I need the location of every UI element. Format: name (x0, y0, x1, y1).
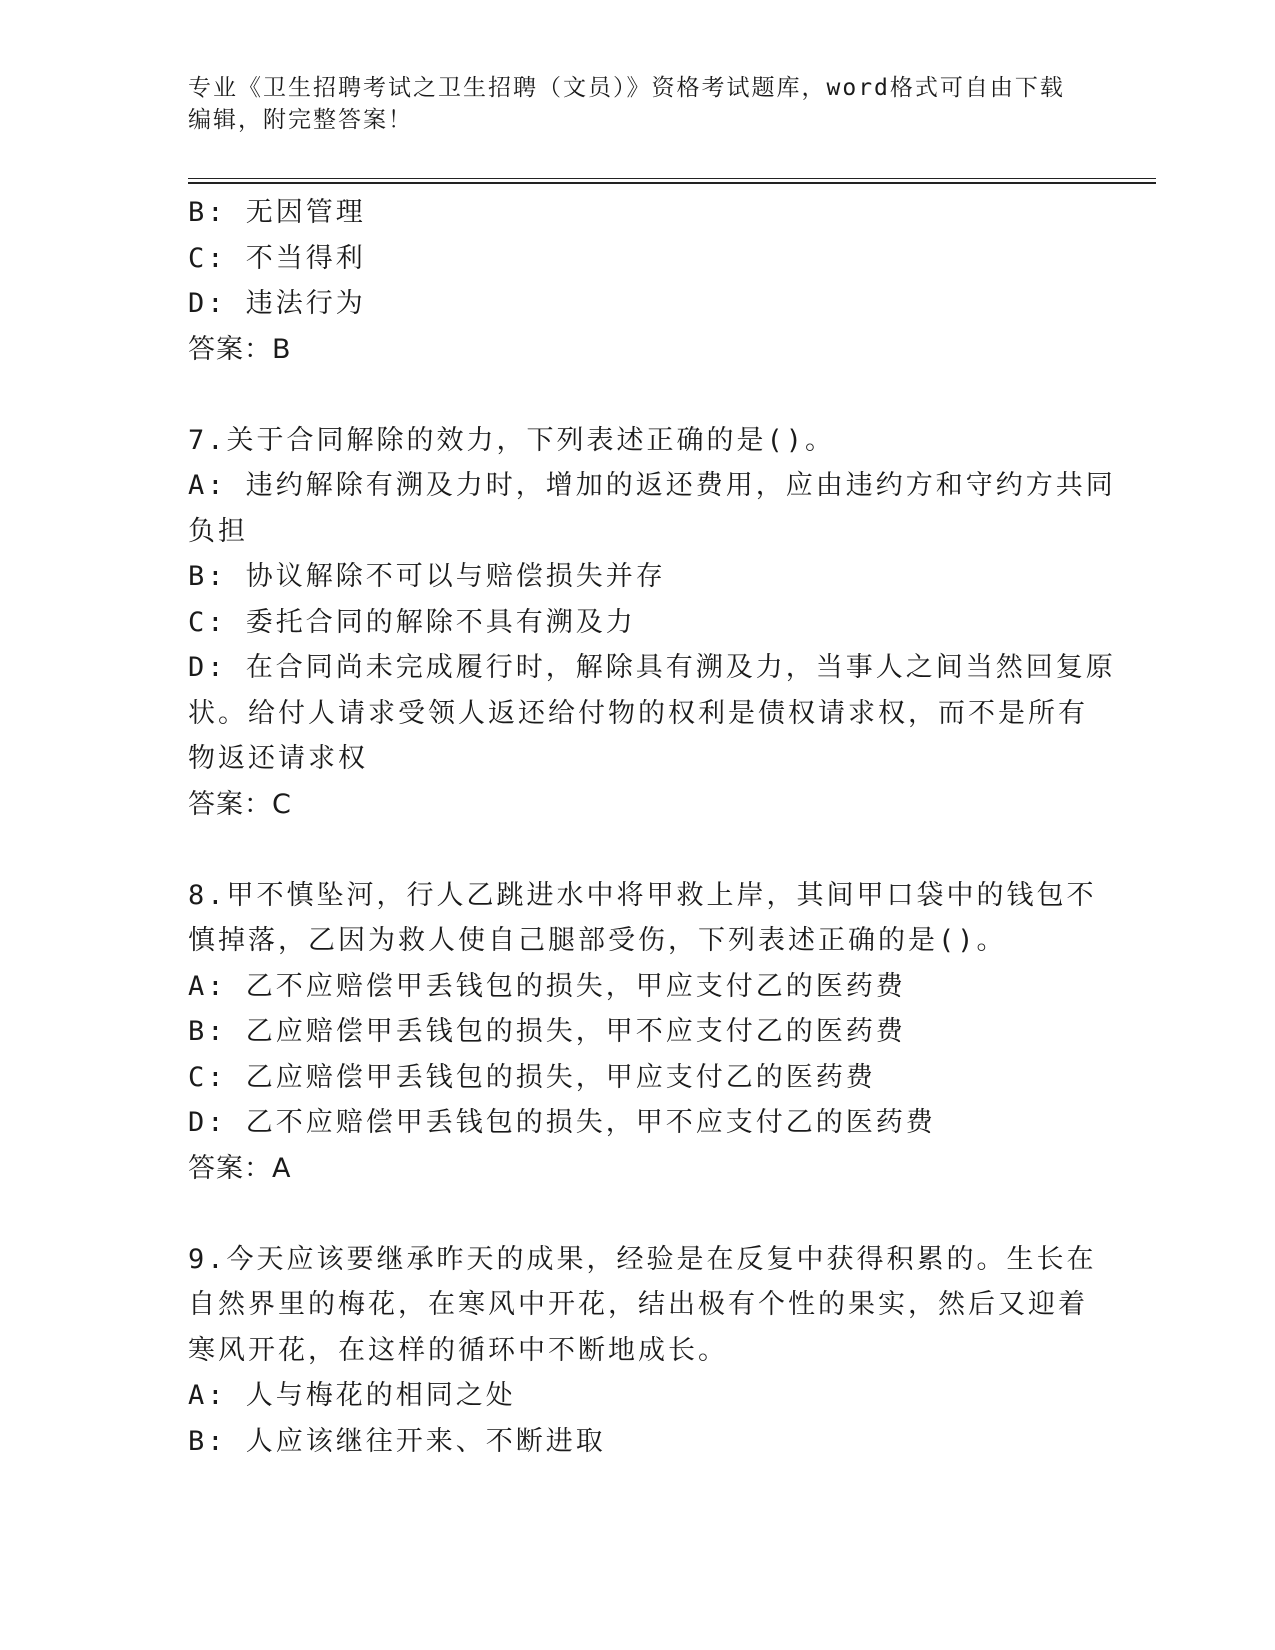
question-7-answer: 答案：C (188, 788, 292, 820)
spacer (188, 1191, 1088, 1237)
spacer (188, 827, 1088, 873)
question-7-option-a-cont: 负担 (188, 515, 248, 547)
question-7-stem: 7.关于合同解除的效力，下列表述正确的是()。 (188, 424, 836, 456)
question-9-option-b: B: 人应该继往开来、不断进取 (188, 1425, 606, 1457)
header-line-1: 专业《卫生招聘考试之卫生招聘（文员）》资格考试题库，word格式可自由下载 (188, 75, 1065, 101)
header-divider-thin (188, 178, 1156, 179)
question-8-option-b: B: 乙应赔偿甲丢钱包的损失，甲不应支付乙的医药费 (188, 1016, 906, 1047)
question-6-option-d: D: 违法行为 (188, 288, 366, 319)
question-8-option-d: D: 乙不应赔偿甲丢钱包的损失，甲不应支付乙的医药费 (188, 1107, 936, 1138)
question-8-option-c: C: 乙应赔偿甲丢钱包的损失，甲应支付乙的医药费 (188, 1061, 876, 1093)
question-8-block (188, 873, 1097, 1192)
question-9-option-a: A: 人与梅花的相同之处 (188, 1380, 516, 1411)
question-6-block (188, 190, 1088, 372)
question-6-answer: 答案：B (188, 333, 292, 365)
question-9-stem-cont: 自然界里的梅花，在寒风中开花，结出极有个性的果实，然后又迎着 (188, 1289, 1088, 1320)
question-list (188, 190, 1116, 1464)
question-6-option-b: B: 无因管理 (188, 197, 366, 228)
question-8-answer: 答案：A (188, 1152, 292, 1184)
question-9-stem: 9.今天应该要继承昨天的成果，经验是在反复中获得积累的。生长在 (188, 1243, 1097, 1275)
question-7-block (188, 418, 1116, 828)
question-6-option-c: C: 不当得利 (188, 242, 366, 274)
question-7-option-b: B: 协议解除不可以与赔偿损失并存 (188, 561, 666, 592)
question-8-stem-cont: 慎掉落，乙因为救人使自己腿部受伤，下列表述正确的是()。 (188, 925, 1007, 956)
document-header (188, 72, 1068, 136)
header-divider-thick (188, 182, 1156, 184)
question-8-option-a: A: 乙不应赔偿甲丢钱包的损失，甲应支付乙的医药费 (188, 970, 906, 1002)
question-9-stem-cont: 寒风开花，在这样的循环中不断地成长。 (188, 1334, 728, 1366)
question-7-option-d-cont: 物返还请求权 (188, 743, 368, 774)
question-7-option-a: A: 违约解除有溯及力时，增加的返还费用，应由违约方和守约方共同 (188, 470, 1116, 501)
question-7-option-c: C: 委托合同的解除不具有溯及力 (188, 606, 636, 638)
question-9-block (188, 1237, 1097, 1465)
spacer (188, 372, 1088, 418)
question-7-option-d-cont: 状。给付人请求受领人返还给付物的权利是债权请求权，而不是所有 (188, 697, 1088, 729)
question-7-option-d: D: 在合同尚未完成履行时，解除具有溯及力，当事人之间当然回复原 (188, 652, 1116, 683)
question-8-stem: 8.甲不慎坠河，行人乙跳进水中将甲救上岸，其间甲口袋中的钱包不 (188, 879, 1097, 911)
header-line-2: 编辑，附完整答案！ (188, 107, 413, 133)
